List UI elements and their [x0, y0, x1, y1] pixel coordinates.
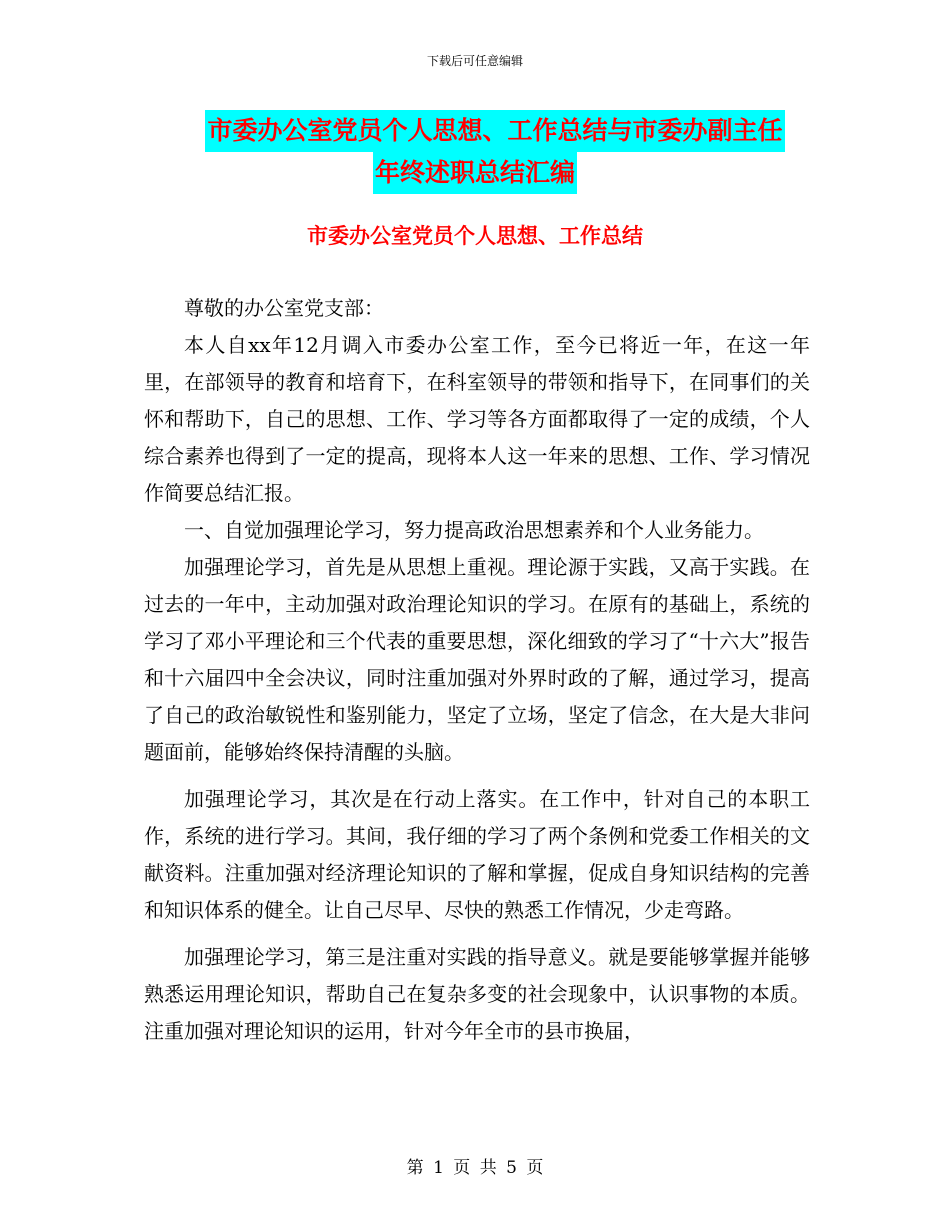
document-title-line-2: 年终述职总结汇编	[373, 152, 577, 194]
salutation-paragraph: 尊敬的办公室党支部：	[184, 296, 384, 320]
intro-paragraph: 本人自xx年12月调入市委办公室工作，至今已将近一年，在这一年里，在部领导的教育和培育下，在科室领导的带领和指导下，在同事们的关怀和帮助下，自己的思想、工作、学习等各方面都取得了一定的成绩，个人综合素养也得到了一定的提高，现将本人这一年来的思想、工作、学习情况作简要总结汇报。	[144, 333, 810, 505]
body-paragraph: 加强理论学习，首先是从思想上重视。理论源于实践，又高于实践。在过去的一年中，主动加强对政治理论知识的学习。在原有的基础上，系统的学习了邓小平理论和三个代表的重要思想，深化细致的学习了“十六大”报告和十六届四中全会决议，同时注重加强对外界时政的了解，通过学习，提高了自己的政治敏锐性和鉴别能力，坚定了立场，坚定了信念，在大是大非问题面前，能够始终保持清醒的头脑。	[144, 555, 810, 764]
document-title-line-1: 市委办公室党员个人思想、工作总结与市委办副主任	[205, 110, 784, 152]
header-note: 下载后可任意编辑	[426, 54, 523, 68]
section-title: 市委办公室党员个人思想、工作总结	[307, 223, 643, 248]
body-paragraph: 加强理论学习，第三是注重对实践的指导意义。就是要能够掌握并能够熟悉运用理论知识，帮助自己在复杂多变的社会现象中，认识事物的本质。注重加强对理论知识的运用，针对今年全市的县市换届，	[144, 945, 810, 1043]
document-title	[0, 110, 950, 194]
section-heading-paragraph: 一、自觉加强理论学习，努力提高政治思想素养和个人业务能力。	[184, 518, 764, 542]
document-body	[144, 290, 810, 1050]
page-number-footer: 第 1 页 共 5 页	[406, 1158, 544, 1178]
body-paragraph: 加强理论学习，其次是在行动上落实。在工作中，针对自己的本职工作，系统的进行学习。其间，我仔细的学习了两个条例和党委工作相关的文献资料。注重加强对经济理论知识的了解和掌握，促成自身知识结构的完善和知识体系的健全。让自己尽早、尽快的熟悉工作情况，少走弯路。	[144, 787, 810, 922]
